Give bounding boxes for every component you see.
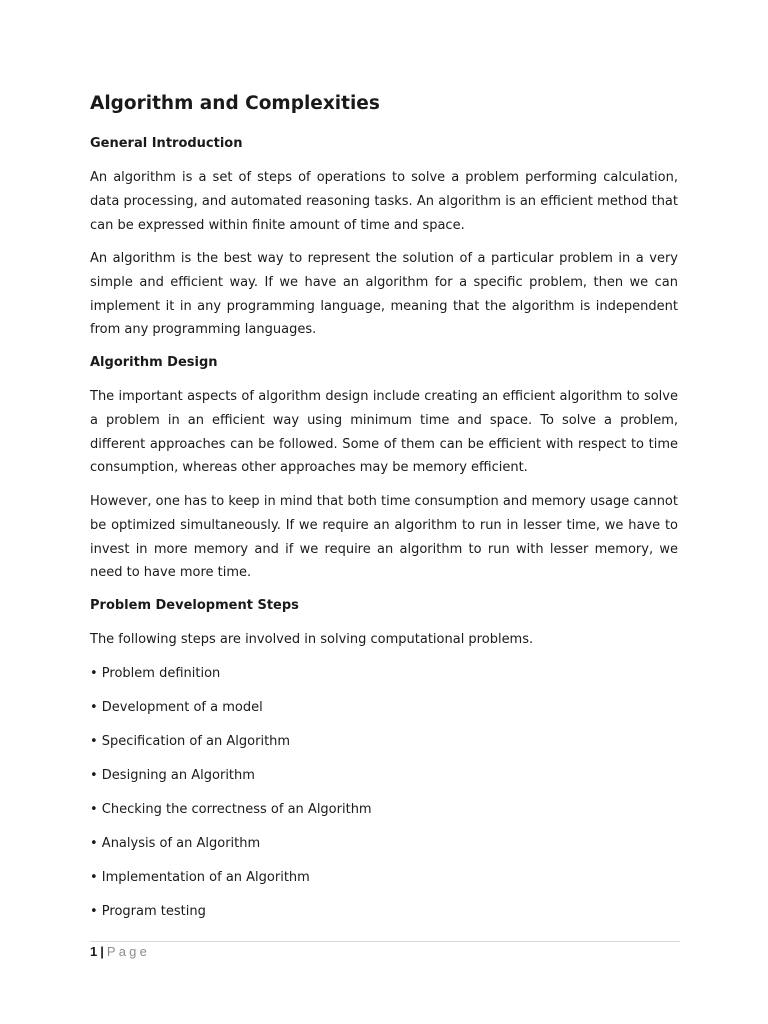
page-footer <box>90 943 150 961</box>
list-item: • Development of a model <box>90 700 263 715</box>
list-item: • Problem definition <box>90 666 221 681</box>
paragraph-design-1: The important aspects of algorithm design include creating an efficient algorithm to solve a problem in an efficient way using minimum time and space. To solve a problem, different approaches can be followed. Some of them can be efficient with respect to time consumption, whereas other approaches may be memory efficient. <box>90 389 678 476</box>
heading-algorithm-design: Algorithm Design <box>90 355 218 370</box>
heading-general-introduction: General Introduction <box>90 136 243 151</box>
list-item: • Implementation of an Algorithm <box>90 870 310 885</box>
list-item: • Analysis of an Algorithm <box>90 836 261 851</box>
paragraph-intro-2: An algorithm is the best way to represent the solution of a particular problem in a very simple and efficient way. If we have an algorithm for a specific problem, then we can implement it in any programming language, meaning that the algorithm is independent from any programming languages. <box>90 251 678 338</box>
footer-divider <box>90 941 680 942</box>
paragraph-steps-intro: The following steps are involved in solving computational problems. <box>90 632 534 647</box>
heading-problem-development-steps: Problem Development Steps <box>90 598 299 613</box>
paragraph-intro-1: An algorithm is a set of steps of operations to solve a problem performing calculation, data processing, and automated reasoning tasks. An algorithm is an efficient method that can be expressed within finite amount of time and space. <box>90 170 678 233</box>
footer-separator: | <box>100 944 104 959</box>
page-number: 1 <box>90 944 98 959</box>
list-item: • Designing an Algorithm <box>90 768 255 783</box>
paragraph-design-2: However, one has to keep in mind that both time consumption and memory usage cannot be optimized simultaneously. If we require an algorithm to run in lesser time, we have to invest in more memory and if we require an algorithm to run with lesser memory, we need to have more time. <box>90 494 678 581</box>
document-title: Algorithm and Complexities <box>90 93 380 114</box>
list-item: • Program testing <box>90 904 206 919</box>
page-label: Page <box>106 944 151 959</box>
list-item: • Checking the correctness of an Algorithm <box>90 802 372 817</box>
list-item: • Specification of an Algorithm <box>90 734 291 749</box>
